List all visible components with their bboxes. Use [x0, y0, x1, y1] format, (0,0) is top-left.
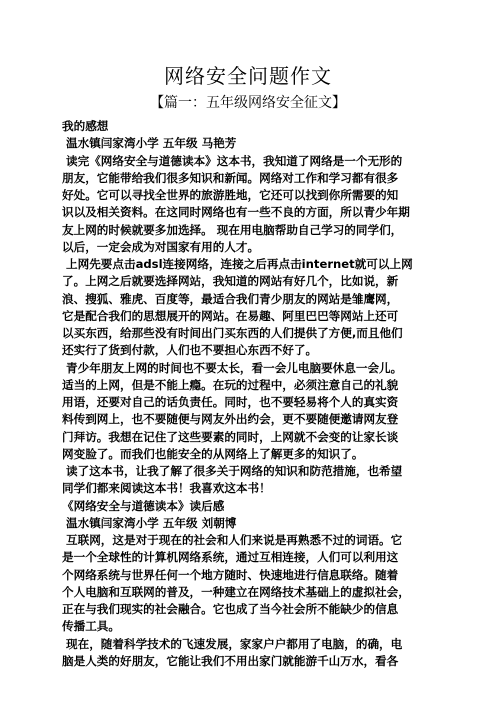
- paragraph-line: 好处。它可以寻找全世界的旅游胜地，它还可以找到你所需要的知: [62, 188, 399, 202]
- paragraph-line: 《网络安全与道德读本》读后感: [62, 498, 225, 513]
- document-title: 网络安全问题作文: [164, 64, 332, 88]
- paragraph-line: 了。上网之后就要选择网站，我知道的网站有好几个，比如说，新: [62, 274, 399, 289]
- paragraph-line: 它是配合我们的思想展开的网站。在易趣、阿里巴巴等网站上还可: [62, 308, 399, 323]
- document-subtitle: 【篇一：五年级网络安全征文】: [150, 95, 346, 111]
- paragraph-line: 是一个全球性的计算机网络系统，通过互相连接，人们可以利用这: [62, 550, 399, 565]
- paragraph-line: 读了这本书，让我了解了很多关于网络的知识和防范措施，也希望: [66, 464, 403, 478]
- paragraph-line: 温水镇闫家湾小学 五年级 马艳芳: [66, 136, 237, 151]
- paragraph-line: 传播工具。: [62, 619, 120, 634]
- paragraph-line: 友上网的时候就要多加选择。 现在用电脑帮助自己学习的同学们，: [62, 222, 403, 237]
- paragraph-line: 还实行了货到付款，人们也不要担心东西不好了。: [62, 343, 318, 358]
- paragraph-line: 现在，随着科学技术的飞速发展，家家户户都用了电脑，的确，电: [66, 636, 403, 651]
- paragraph-line: 个网络系统与世界任何一个地方随时、快速地进行信息联络。随着: [62, 567, 399, 582]
- paragraph-line: 读完《网络安全与道德读本》这本书，我知道了网络是一个无形的: [66, 153, 403, 168]
- paragraph-line: 青少年朋友上网的时间也不要太长，看一会儿电脑要休息一会儿。: [66, 360, 403, 375]
- paragraph-line: 门拜访。我想在记住了这些要素的同时，上网就不会变的让家长谈: [62, 429, 399, 444]
- paragraph-line: 互联网，这是对于现在的社会和人们来说是再熟悉不过的词语。它: [66, 533, 403, 547]
- paragraph-line: 浪、搜狐、雅虎、百度等，最适合我们青少朋友的网站是雏鹰网，: [62, 291, 399, 306]
- paragraph-line: 用语，还要对自己的话负责任。同时，也不要轻易将个人的真实资: [62, 395, 399, 409]
- paragraph-line: 正在与我们现实的社会融合。它也成了当今社会所不能缺少的信息: [62, 602, 399, 616]
- paragraph-line: 个人电脑和互联网的普及，一种建立在网络技术基础上的虚拟社会，: [62, 584, 410, 599]
- paragraph-line: 网变脸了。而我们也能安全的从网络上了解更多的知识了。: [62, 446, 364, 461]
- paragraph-line: 同学们都来阅读这本书！我喜欢这本书！: [62, 481, 271, 496]
- paragraph-line: 我的感想: [62, 119, 109, 133]
- paragraph-line: 识以及相关资料。在这同时网络也有一些不良的方面，所以青少年期: [62, 205, 410, 220]
- paragraph-line: 以买东西，给那些没有时间出门买东西的人们提供了方便,而且他们: [62, 326, 403, 340]
- paragraph-line: 温水镇闫家湾小学 五年级 刘朝博: [66, 515, 237, 530]
- paragraph-line: 适当的上网，但是不能上瘾。在玩的过程中，必须注意自己的礼貌: [62, 377, 399, 392]
- paragraph-line: 以后，一定会成为对国家有用的人才。: [62, 239, 260, 254]
- paragraph-line: 脑是人类的好朋友，它能让我们不用出家门就能游千山万水，看各: [62, 653, 399, 668]
- paragraph-line: 上网先要点击adsl连接网络，连接之后再点击internet就可以上网: [66, 257, 413, 271]
- paragraph-line: 朋友，它能带给我们很多知识和新闻。网络对工作和学习都有很多: [62, 170, 399, 185]
- paragraph-line: 料传到网上，也不要随便与网友外出约会，更不要随便邀请网友登: [62, 412, 399, 427]
